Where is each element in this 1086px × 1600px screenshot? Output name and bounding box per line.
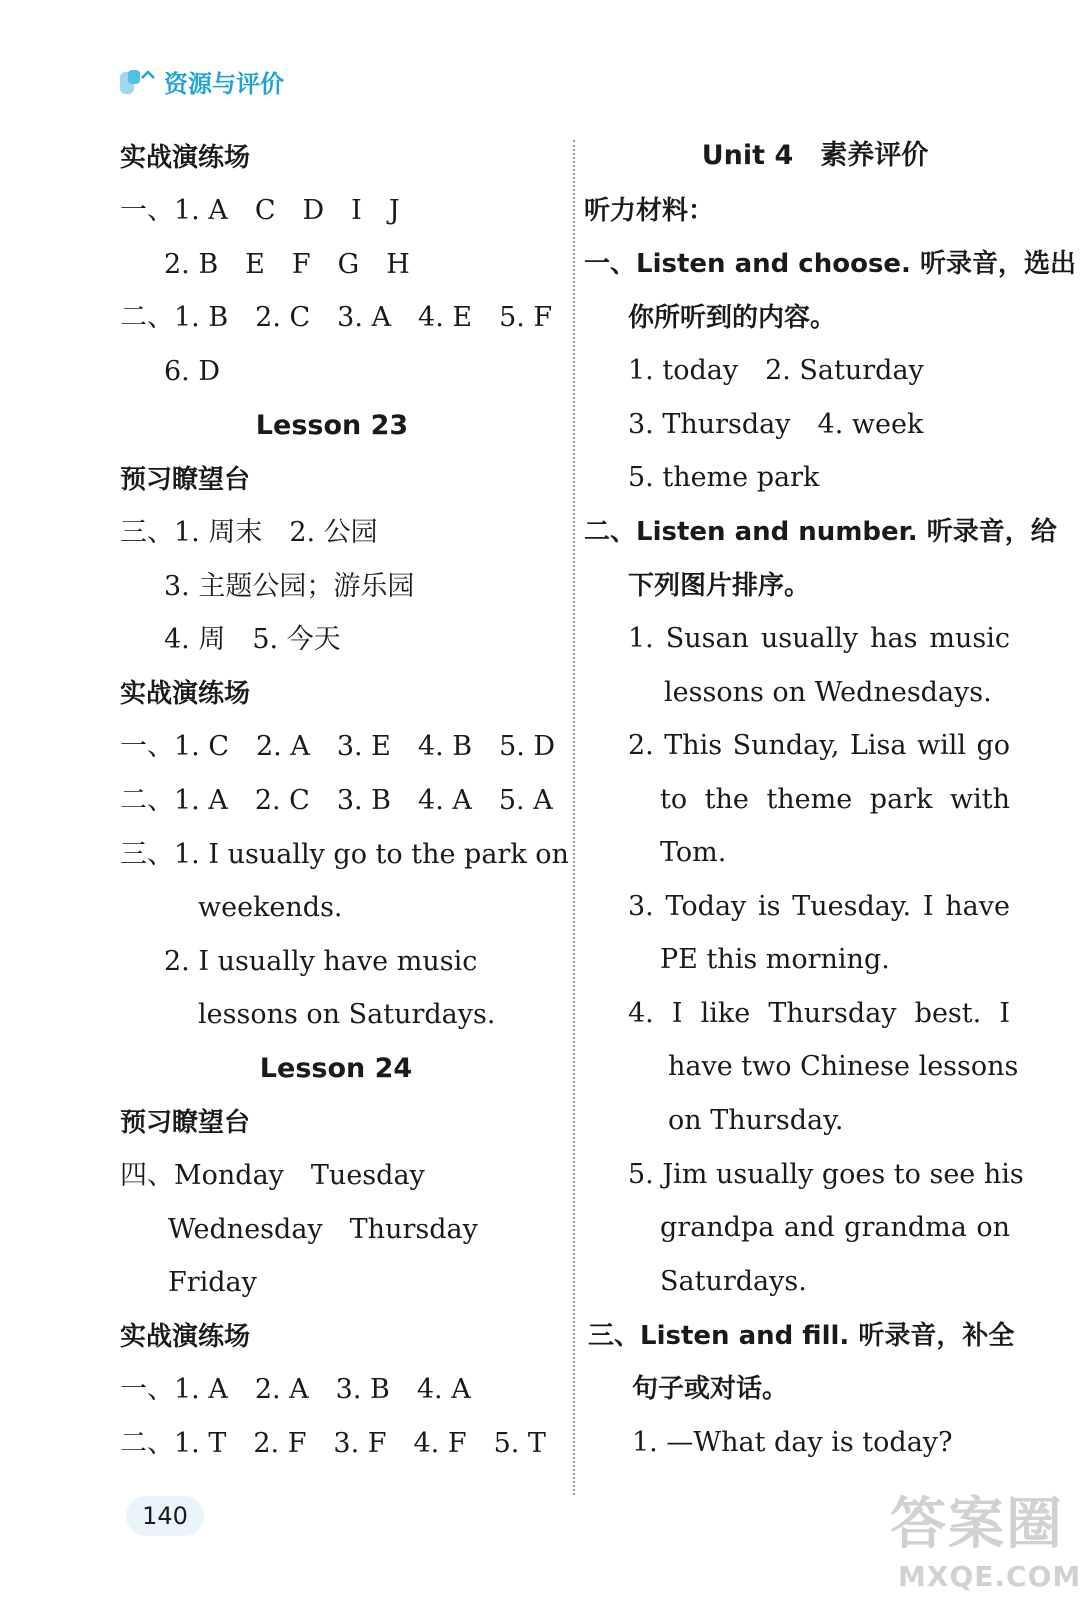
transcript-line: on Thursday. <box>668 1105 844 1136</box>
transcript-line: 1. Susan usually has music <box>628 623 1010 654</box>
section-heading: 预习瞭望台 <box>120 1108 251 1138</box>
page-number: 140 <box>126 1496 204 1536</box>
answer-line: weekends. <box>198 892 343 923</box>
answer-line: 2. B E F G H <box>164 249 410 280</box>
section-heading: 实战演练场 <box>120 679 251 709</box>
unit-title: Unit 4 素养评价 <box>701 140 929 171</box>
answer-line: 二、1. T 2. F 3. F 4. F 5. T <box>120 1428 546 1459</box>
question-heading: 二、Listen and number. 听录音，给 <box>584 517 1057 547</box>
transcript-line: have two Chinese lessons <box>668 1051 1019 1082</box>
column-divider <box>573 140 575 1495</box>
section-heading: 听力材料： <box>584 196 715 226</box>
transcript-line: 1. —What day is today? <box>632 1427 953 1458</box>
transcript-line: 4. I like Thursday best. I <box>628 998 1010 1029</box>
answer-line: Wednesday Thursday <box>168 1214 478 1245</box>
transcript-line: 1. today 2. Saturday <box>628 355 924 386</box>
brand-logo-icon <box>118 68 158 98</box>
answer-line: 4. 周 5. 今天 <box>164 624 341 655</box>
transcript-line: 3. Thursday 4. week <box>628 409 924 440</box>
transcript-line: 3. Today is Tuesday. I have <box>628 891 1010 922</box>
answer-line: lessons on Saturdays. <box>198 999 496 1030</box>
watermark <box>884 1480 1082 1598</box>
question-heading: 你所听到的内容。 <box>628 303 837 333</box>
watermark-logo: 答案圈 <box>890 1492 1064 1557</box>
answer-line: 一、1. C 2. A 3. E 4. B 5. D <box>120 731 556 762</box>
watermark-url: MXQE.COM <box>898 1560 1082 1593</box>
section-heading: 实战演练场 <box>120 1322 251 1352</box>
answer-line: 6. D <box>164 356 220 387</box>
answer-line: 一、1. A 2. A 3. B 4. A <box>120 1374 471 1405</box>
answer-line: 三、1. 周末 2. 公园 <box>120 517 378 548</box>
answer-line: 二、1. B 2. C 3. A 4. E 5. F <box>120 302 553 333</box>
answer-line: 二、1. A 2. C 3. B 4. A 5. A <box>120 785 553 816</box>
answer-line: 2. I usually have music <box>164 946 478 977</box>
answer-line: Friday <box>168 1267 257 1298</box>
answer-line: 三、1. I usually go to the park on <box>120 839 569 870</box>
question-heading: 下列图片排序。 <box>628 571 811 601</box>
transcript-line: PE this morning. <box>660 944 890 975</box>
answer-line: 四、Monday Tuesday <box>120 1160 425 1191</box>
answer-line: 一、1. A C D I J <box>120 195 400 226</box>
question-heading: 句子或对话。 <box>632 1374 789 1404</box>
section-heading: 实战演练场 <box>120 143 251 173</box>
transcript-line: to the theme park with <box>660 784 1010 815</box>
transcript-line: grandpa and grandma on <box>660 1212 1010 1243</box>
lesson-title: Lesson 24 <box>259 1053 413 1084</box>
transcript-line: 2. This Sunday, Lisa will go <box>628 730 1010 761</box>
transcript-line: 5. theme park <box>628 462 820 493</box>
transcript-line: 5. Jim usually goes to see his <box>628 1159 1024 1190</box>
transcript-line: Saturdays. <box>660 1266 807 1297</box>
brand-title: 资源与评价 <box>164 70 284 98</box>
lesson-title: Lesson 23 <box>255 410 409 441</box>
transcript-line: lessons on Wednesdays. <box>664 677 992 708</box>
question-heading: 一、Listen and choose. 听录音，选出 <box>584 249 1076 279</box>
transcript-line: Tom. <box>660 837 727 868</box>
answer-line: 3. 主题公园；游乐园 <box>164 571 415 602</box>
section-heading: 预习瞭望台 <box>120 465 251 495</box>
question-heading: 三、Listen and fill. 听录音，补全 <box>588 1321 1015 1351</box>
